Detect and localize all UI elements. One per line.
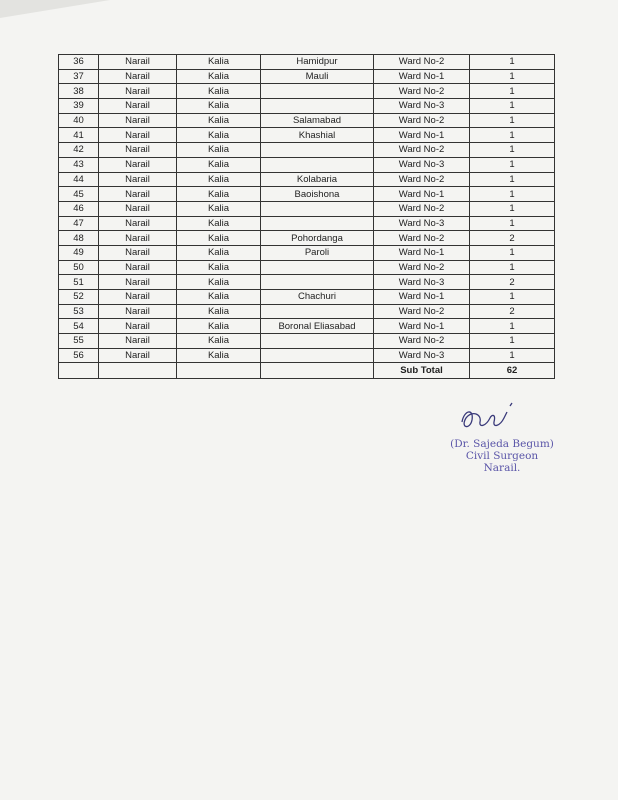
count-cell: 1: [470, 260, 555, 275]
union-cell: [261, 304, 374, 319]
ward-cell: Ward No-2: [374, 334, 470, 349]
table-row: [59, 55, 555, 70]
count-cell: 1: [470, 113, 555, 128]
district-cell: Narail: [99, 216, 177, 231]
district-cell: Narail: [99, 319, 177, 334]
table-row: [59, 69, 555, 84]
upazila-cell: Kalia: [177, 157, 261, 172]
union-cell: Paroli: [261, 245, 374, 260]
union-cell: [261, 348, 374, 363]
table-row: [59, 334, 555, 349]
count-cell: 2: [470, 304, 555, 319]
upazila-cell: Kalia: [177, 187, 261, 202]
union-cell: [261, 84, 374, 99]
table-row: [59, 348, 555, 363]
serial-cell: 54: [59, 319, 99, 334]
ward-cell: Ward No-1: [374, 187, 470, 202]
subtotal-value: 62: [470, 363, 555, 379]
serial-cell: 38: [59, 84, 99, 99]
table-row: [59, 84, 555, 99]
count-cell: 1: [470, 319, 555, 334]
union-cell: Kolabaria: [261, 172, 374, 187]
union-cell: Boronal Eliasabad: [261, 319, 374, 334]
upazila-cell: Kalia: [177, 172, 261, 187]
district-cell: Narail: [99, 84, 177, 99]
table-row: [59, 201, 555, 216]
ward-cell: Ward No-2: [374, 231, 470, 246]
table-row: [59, 245, 555, 260]
district-cell: Narail: [99, 69, 177, 84]
ward-cell: Ward No-2: [374, 84, 470, 99]
serial-cell: 51: [59, 275, 99, 290]
serial-cell: 45: [59, 187, 99, 202]
table-row: [59, 143, 555, 158]
upazila-cell: Kalia: [177, 275, 261, 290]
union-cell: [261, 260, 374, 275]
district-cell: Narail: [99, 348, 177, 363]
union-cell: [261, 99, 374, 114]
ward-cell: Ward No-3: [374, 216, 470, 231]
count-cell: 1: [470, 334, 555, 349]
count-cell: 1: [470, 172, 555, 187]
ward-cell: Ward No-1: [374, 319, 470, 334]
table-row: [59, 304, 555, 319]
count-cell: 1: [470, 69, 555, 84]
empty-cell: [99, 363, 177, 379]
signatory-name: (Dr. Sajeda Begum): [450, 438, 554, 450]
signatory-title: Civil Surgeon: [465, 450, 539, 462]
serial-cell: 56: [59, 348, 99, 363]
count-cell: 1: [470, 201, 555, 216]
union-cell: Salamabad: [261, 113, 374, 128]
serial-cell: 41: [59, 128, 99, 143]
upazila-cell: Kalia: [177, 348, 261, 363]
serial-cell: 44: [59, 172, 99, 187]
count-cell: 1: [470, 128, 555, 143]
count-cell: 1: [470, 55, 555, 70]
district-cell: Narail: [99, 99, 177, 114]
page-corner-fold: [0, 0, 110, 18]
district-cell: Narail: [99, 55, 177, 70]
serial-cell: 49: [59, 245, 99, 260]
district-cell: Narail: [99, 334, 177, 349]
upazila-cell: Kalia: [177, 216, 261, 231]
district-cell: Narail: [99, 275, 177, 290]
upazila-cell: Kalia: [177, 245, 261, 260]
table-row: [59, 128, 555, 143]
count-cell: 1: [470, 245, 555, 260]
ward-table: [58, 54, 555, 379]
subtotal-label: Sub Total: [374, 363, 470, 379]
district-cell: Narail: [99, 245, 177, 260]
district-cell: Narail: [99, 231, 177, 246]
upazila-cell: Kalia: [177, 69, 261, 84]
union-cell: [261, 334, 374, 349]
union-cell: Khashial: [261, 128, 374, 143]
ward-cell: Ward No-3: [374, 275, 470, 290]
empty-cell: [177, 363, 261, 379]
ward-cell: Ward No-3: [374, 348, 470, 363]
union-cell: [261, 201, 374, 216]
district-cell: Narail: [99, 201, 177, 216]
district-cell: Narail: [99, 143, 177, 158]
upazila-cell: Kalia: [177, 143, 261, 158]
count-cell: 1: [470, 99, 555, 114]
serial-cell: 39: [59, 99, 99, 114]
upazila-cell: Kalia: [177, 55, 261, 70]
signatory-place: Narail.: [483, 462, 521, 474]
upazila-cell: Kalia: [177, 304, 261, 319]
union-cell: [261, 143, 374, 158]
ward-cell: Ward No-1: [374, 128, 470, 143]
serial-cell: 46: [59, 201, 99, 216]
union-cell: Pohordanga: [261, 231, 374, 246]
union-cell: Chachuri: [261, 290, 374, 305]
district-cell: Narail: [99, 128, 177, 143]
ward-cell: Ward No-2: [374, 113, 470, 128]
serial-cell: 42: [59, 143, 99, 158]
empty-cell: [59, 363, 99, 379]
serial-cell: 55: [59, 334, 99, 349]
union-cell: Baoishona: [261, 187, 374, 202]
table-row: [59, 319, 555, 334]
ward-cell: Ward No-2: [374, 304, 470, 319]
ward-cell: Ward No-2: [374, 172, 470, 187]
district-cell: Narail: [99, 290, 177, 305]
district-cell: Narail: [99, 172, 177, 187]
ward-cell: Ward No-3: [374, 99, 470, 114]
upazila-cell: Kalia: [177, 128, 261, 143]
ward-cell: Ward No-2: [374, 55, 470, 70]
table-row: [59, 260, 555, 275]
count-cell: 2: [470, 231, 555, 246]
upazila-cell: Kalia: [177, 231, 261, 246]
table-row: [59, 231, 555, 246]
ward-cell: Ward No-2: [374, 143, 470, 158]
ward-cell: Ward No-2: [374, 260, 470, 275]
upazila-cell: Kalia: [177, 201, 261, 216]
table-body: [59, 55, 555, 379]
ward-cell: Ward No-1: [374, 69, 470, 84]
district-cell: Narail: [99, 260, 177, 275]
upazila-cell: Kalia: [177, 260, 261, 275]
ward-cell: Ward No-3: [374, 157, 470, 172]
serial-cell: 52: [59, 290, 99, 305]
upazila-cell: Kalia: [177, 334, 261, 349]
table-row: [59, 157, 555, 172]
serial-cell: 47: [59, 216, 99, 231]
upazila-cell: Kalia: [177, 99, 261, 114]
union-cell: Hamidpur: [261, 55, 374, 70]
count-cell: 1: [470, 84, 555, 99]
district-cell: Narail: [99, 304, 177, 319]
ward-cell: Ward No-2: [374, 201, 470, 216]
serial-cell: 53: [59, 304, 99, 319]
serial-cell: 36: [59, 55, 99, 70]
count-cell: 2: [470, 275, 555, 290]
union-cell: Mauli: [261, 69, 374, 84]
upazila-cell: Kalia: [177, 84, 261, 99]
ward-cell: Ward No-1: [374, 245, 470, 260]
union-cell: [261, 275, 374, 290]
district-cell: Narail: [99, 187, 177, 202]
district-cell: Narail: [99, 113, 177, 128]
upazila-cell: Kalia: [177, 290, 261, 305]
union-cell: [261, 157, 374, 172]
count-cell: 1: [470, 348, 555, 363]
signature-block: [432, 402, 572, 474]
count-cell: 1: [470, 216, 555, 231]
table-row: [59, 275, 555, 290]
table-row: [59, 187, 555, 202]
district-cell: Narail: [99, 157, 177, 172]
subtotal-row: [59, 363, 555, 379]
serial-cell: 43: [59, 157, 99, 172]
empty-cell: [261, 363, 374, 379]
table-row: [59, 290, 555, 305]
count-cell: 1: [470, 143, 555, 158]
count-cell: 1: [470, 157, 555, 172]
table-row: [59, 99, 555, 114]
count-cell: 1: [470, 290, 555, 305]
upazila-cell: Kalia: [177, 319, 261, 334]
upazila-cell: Kalia: [177, 113, 261, 128]
table-row: [59, 172, 555, 187]
serial-cell: 40: [59, 113, 99, 128]
count-cell: 1: [470, 187, 555, 202]
serial-cell: 37: [59, 69, 99, 84]
union-cell: [261, 216, 374, 231]
table-row: [59, 216, 555, 231]
serial-cell: 48: [59, 231, 99, 246]
serial-cell: 50: [59, 260, 99, 275]
ward-cell: Ward No-1: [374, 290, 470, 305]
table-row: [59, 113, 555, 128]
